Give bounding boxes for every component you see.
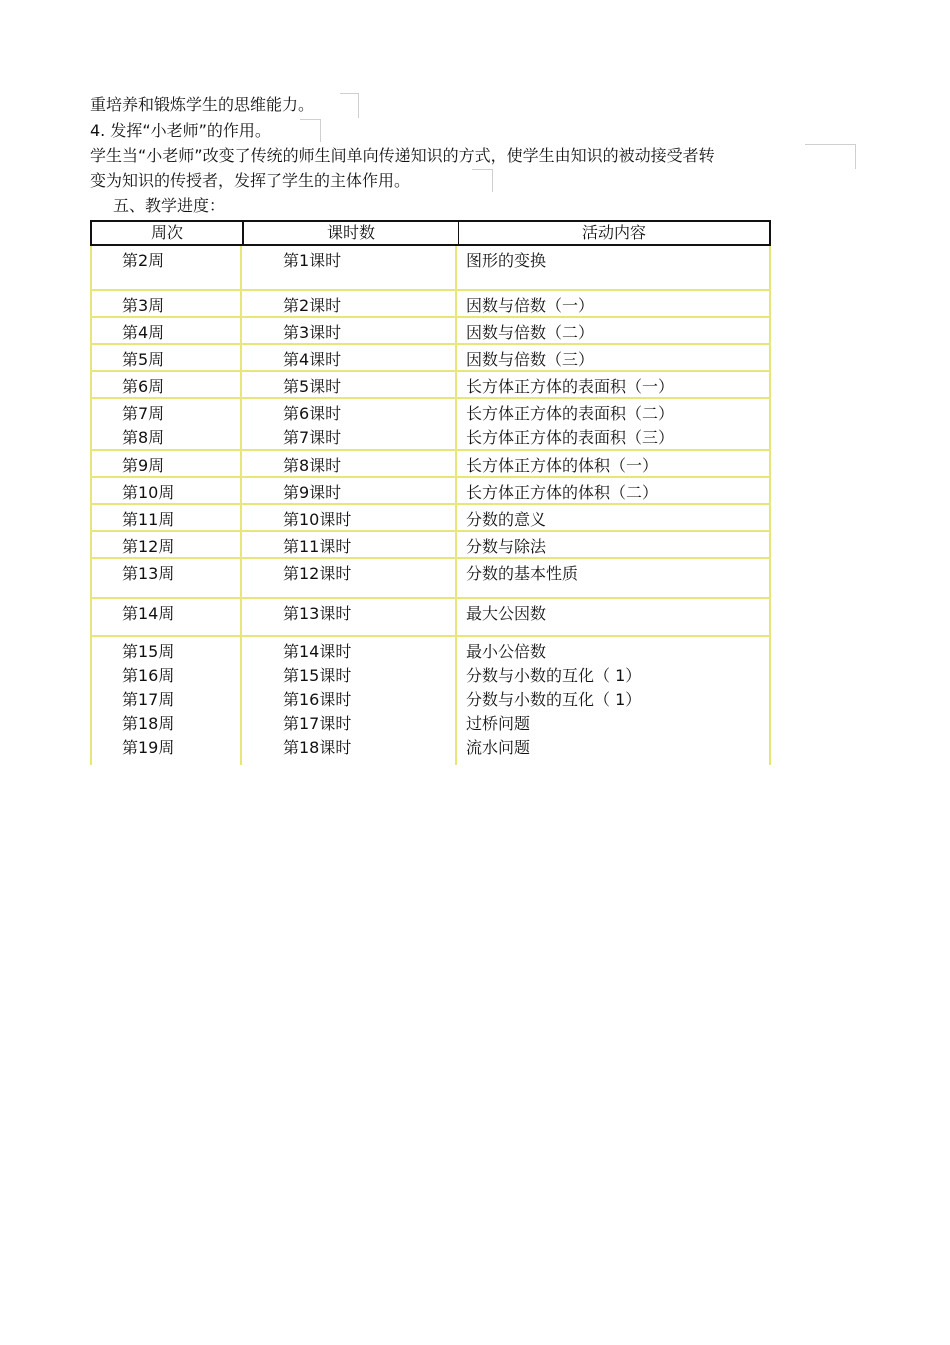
table-header	[90, 220, 771, 246]
content-cell-text: 长方体正方体的表面积（二）	[466, 404, 675, 423]
content-cell	[457, 599, 771, 635]
week-cell	[90, 246, 242, 289]
paragraph-line: 4. 发挥“小老师”的作用。	[90, 121, 271, 140]
table-row	[90, 318, 771, 345]
lesson-cell	[242, 532, 457, 557]
lesson-cell-text: 第1课时	[283, 251, 342, 270]
content-cell-text: 因数与倍数（三）	[466, 350, 595, 369]
table-body	[90, 246, 771, 765]
lesson-cell	[242, 372, 457, 397]
content-cell-text: 分数与小数的互化（ 1）	[466, 666, 642, 685]
week-cell-text: 第13周	[122, 564, 175, 583]
schedule-table	[90, 220, 771, 765]
lesson-cell-text: 第3课时	[283, 323, 342, 342]
content-cell-text: 长方体正方体的体积（一）	[466, 456, 659, 475]
content-cell-text: 分数的基本性质	[466, 564, 579, 583]
week-cell	[90, 345, 242, 370]
table-row	[90, 532, 771, 559]
content-cell-text: 过桥问题	[466, 714, 531, 733]
table-row	[90, 505, 771, 532]
content-cell	[457, 318, 771, 343]
week-cell	[90, 505, 242, 530]
week-cell	[90, 399, 242, 449]
lesson-cell	[242, 451, 457, 476]
table-row	[90, 559, 771, 599]
week-cell	[90, 291, 242, 316]
week-cell-text: 第10周	[122, 483, 175, 502]
lesson-cell	[242, 478, 457, 503]
lesson-cell-text: 第16课时	[283, 690, 352, 709]
week-cell-text: 第3周	[122, 296, 165, 315]
lesson-cell-text: 第5课时	[283, 377, 342, 396]
week-cell-text: 第18周	[122, 714, 175, 733]
content-cell-text: 分数与小数的互化（ 1）	[466, 690, 642, 709]
week-cell	[90, 478, 242, 503]
content-cell-text: 流水问题	[466, 738, 531, 757]
week-cell-text: 第9周	[122, 456, 165, 475]
table-row	[90, 372, 771, 399]
content-cell-text: 因数与倍数（二）	[466, 323, 595, 342]
lesson-cell-text: 第15课时	[283, 666, 352, 685]
lesson-cell-text: 第17课时	[283, 714, 352, 733]
content-cell	[457, 291, 771, 316]
section-heading: 五、教学进度：	[113, 196, 226, 215]
content-cell-text: 长方体正方体的表面积（一）	[466, 377, 675, 396]
text-frame-edge	[805, 144, 856, 169]
content-cell-text: 因数与倍数（一）	[466, 296, 595, 315]
table-row	[90, 599, 771, 637]
paragraph-line: 变为知识的传授者，发挥了学生的主体作用。	[90, 171, 411, 190]
content-cell-text: 分数与除法	[466, 537, 547, 556]
text-frame-edge	[472, 169, 493, 192]
content-cell-text: 最大公因数	[466, 604, 547, 623]
week-cell-text: 第17周	[122, 690, 175, 709]
week-cell	[90, 559, 242, 597]
week-cell-text: 第6周	[122, 377, 165, 396]
week-cell-text: 第14周	[122, 604, 175, 623]
header-lessons: 课时数	[244, 222, 459, 244]
content-cell	[457, 532, 771, 557]
header-content: 活动内容	[581, 223, 646, 242]
lesson-cell-text: 第13课时	[283, 604, 352, 623]
content-cell-text: 长方体正方体的体积（二）	[466, 483, 659, 502]
lesson-cell-text: 第18课时	[283, 738, 352, 757]
lesson-cell-text: 第4课时	[283, 350, 342, 369]
lesson-cell	[242, 599, 457, 635]
content-cell	[457, 246, 771, 289]
week-cell-text: 第8周	[122, 428, 165, 447]
lesson-cell	[242, 246, 457, 289]
lesson-cell-text: 第14课时	[283, 642, 352, 661]
week-cell-text: 第12周	[122, 537, 175, 556]
content-cell	[457, 505, 771, 530]
week-cell	[90, 451, 242, 476]
content-cell-text: 长方体正方体的表面积（三）	[466, 428, 675, 447]
content-cell	[457, 372, 771, 397]
week-cell-text: 第4周	[122, 323, 165, 342]
content-cell	[457, 559, 771, 597]
header-week: 周次	[92, 222, 244, 244]
week-cell	[90, 372, 242, 397]
week-cell	[90, 599, 242, 635]
lesson-cell	[242, 399, 457, 449]
content-cell-text: 图形的变换	[466, 251, 547, 270]
week-cell	[90, 637, 242, 765]
lesson-cell	[242, 559, 457, 597]
text-frame-edge	[300, 119, 321, 142]
week-cell-text: 第19周	[122, 738, 175, 757]
content-cell-text: 最小公倍数	[466, 642, 547, 661]
lesson-cell	[242, 318, 457, 343]
content-cell-text: 分数的意义	[466, 510, 547, 529]
lesson-cell-text: 第11课时	[283, 537, 352, 556]
table-row	[90, 478, 771, 505]
lesson-cell-text: 第9课时	[283, 483, 342, 502]
lesson-cell	[242, 505, 457, 530]
lesson-cell-text: 第6课时	[283, 404, 342, 423]
text-frame-edge	[340, 93, 359, 118]
content-cell	[457, 345, 771, 370]
table-row	[90, 246, 771, 291]
week-cell-text: 第11周	[122, 510, 175, 529]
paragraph-line: 学生当“小老师”改变了传统的师生间单向传递知识的方式，使学生由知识的被动接受者转	[90, 146, 715, 165]
table-row	[90, 451, 771, 478]
lesson-cell-text: 第10课时	[283, 510, 352, 529]
table-row	[90, 291, 771, 318]
week-cell-text: 第2周	[122, 251, 165, 270]
lesson-cell	[242, 637, 457, 765]
paragraph-line: 重培养和锻炼学生的思维能力。	[90, 95, 315, 114]
week-cell-text: 第7周	[122, 404, 165, 423]
week-cell-text: 第5周	[122, 350, 165, 369]
week-cell	[90, 532, 242, 557]
lesson-cell	[242, 291, 457, 316]
lesson-cell-text: 第2课时	[283, 296, 342, 315]
week-cell	[90, 318, 242, 343]
lesson-cell-text: 第8课时	[283, 456, 342, 475]
content-cell	[457, 451, 771, 476]
content-cell	[457, 399, 771, 449]
table-row	[90, 345, 771, 372]
table-row	[90, 637, 771, 765]
content-cell	[457, 478, 771, 503]
content-cell	[457, 637, 771, 765]
week-cell-text: 第15周	[122, 642, 175, 661]
lesson-cell-text: 第7课时	[283, 428, 342, 447]
table-row	[90, 399, 771, 451]
week-cell-text: 第16周	[122, 666, 175, 685]
lesson-cell-text: 第12课时	[283, 564, 352, 583]
lesson-cell	[242, 345, 457, 370]
